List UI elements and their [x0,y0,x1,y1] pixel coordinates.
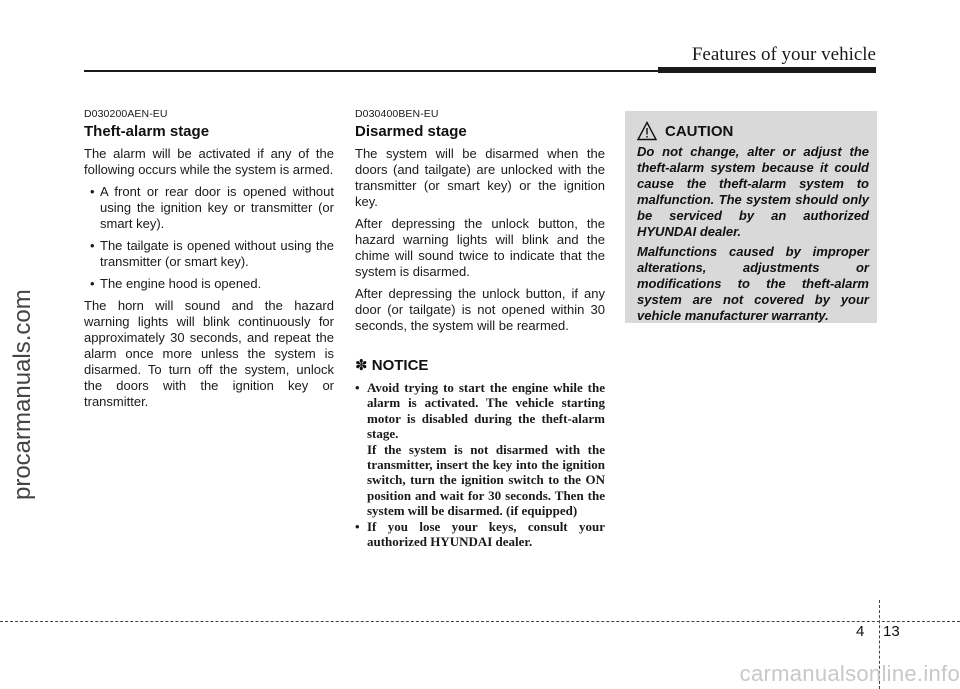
side-watermark-text: procarmanuals.com [9,289,36,500]
bullet-icon: • [90,184,95,199]
caution-title: CAUTION [665,122,734,140]
footer-watermark: carmanualsonline.info [739,661,960,686]
section-title: Features of your vehicle [691,44,876,65]
paragraph: After depressing the unlock button, if any door (or tailgate) is not opened within 30 seconds, the system will be rearmed. [355,286,605,333]
bullet-icon: • [90,276,95,291]
theft-alarm-section [84,108,334,416]
footer-rule [0,621,960,622]
list-item: • A front or rear door is opened without using the ignition key or transmitter (or smart key). [90,184,334,231]
side-watermark [0,170,40,500]
chapter-number: 4 [856,623,865,640]
list-item: • The engine hood is opened. [90,276,262,291]
bullet-icon: • [355,518,360,534]
header-rule-accent [658,67,876,73]
bullet-icon: • [355,380,360,395]
notice-item: • If you lose your keys, consult your authorized HYUNDAI dealer. [355,518,605,550]
notice-heading: ✽ NOTICE [355,357,429,374]
caution-paragraph: Do not change, alter or adjust the theft-alarm system because it could cause the theft-alarm system to malfunction. The system should only be serviced by an authorized HYUNDAI dealer. [637,144,869,239]
paragraph: The alarm will be activated if any of the following occurs while the system is armed. [84,146,334,177]
warning-triangle-icon [637,121,657,141]
section-code: D030200AEN-EU [84,108,168,120]
paragraph: After depressing the unlock button, the hazard warning lights will blink and the chime will sound twice to indicate that the system is disarmed. [355,216,605,279]
caution-header [637,121,733,141]
section-heading: Disarmed stage [355,123,467,140]
page-number: 13 [883,623,900,640]
caution-body [637,144,869,328]
disarmed-section [355,108,605,549]
caution-box [625,111,877,323]
caution-paragraph: Malfunctions caused by improper alterations, adjustments or modifications to the theft-alarm system are not covered by your vehicle manufacturer warranty. [637,244,869,323]
paragraph: The horn will sound and the hazard warning lights will blink continuously for approximately 30 seconds, and repeat the alarm once more unless the system is disarmed. To turn off the system, unlock the doors with the ignition key or transmitter. [84,298,334,409]
bullet-icon: • [90,238,95,253]
section-code: D030400BEN-EU [355,108,439,120]
notice-item-continued: If the system is not disarmed with the transmitter, insert the key into the ignition switch, turn the ignition switch to the ON position and wait for 30 seconds. Then the system will be disarmed. (if equipped) [367,441,605,519]
notice-item: • Avoid trying to start the engine while the alarm is activated. The vehicle starting motor is disabled during the theft-alarm stage. [355,380,605,442]
section-heading: Theft-alarm stage [84,123,210,140]
paragraph: The system will be disarmed when the doors (and tailgate) are unlocked with the transmitter (or smart key) or the ignition key. [355,146,605,209]
list-item: • The tailgate is opened without using the transmitter (or smart key). [90,238,334,269]
